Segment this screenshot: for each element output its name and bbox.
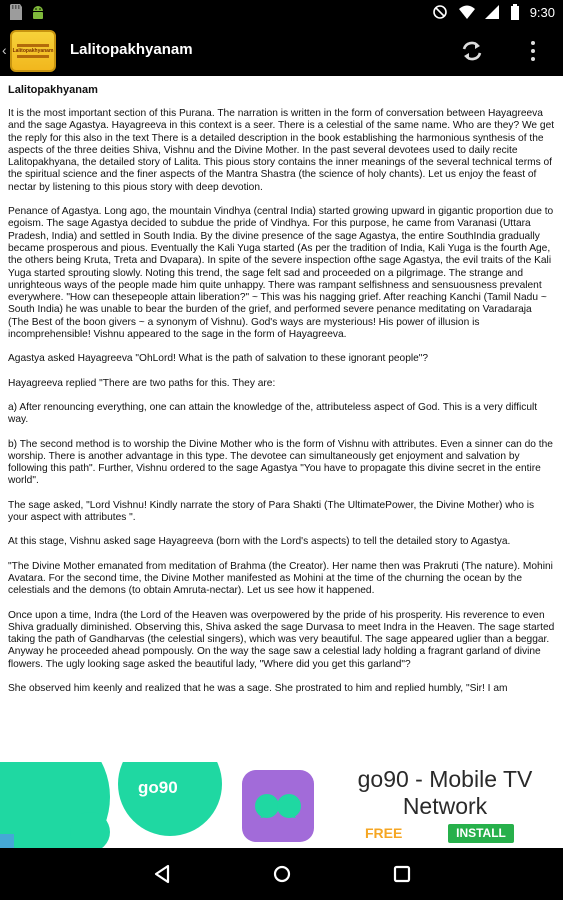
do-not-disturb-icon: [432, 4, 448, 20]
back-button[interactable]: [150, 862, 174, 886]
ad-bubble-shape: [70, 812, 110, 848]
article-paragraph: b) The second method is to worship the Divine Mother who is the form of Vishnu with attributes. Even a sinner can do the worship. There is another advantage in this type. The devotee can simultaneously get enjoyment and salvation by following this path". Further, Vishnu ordered to the sage Agastya "You have to propagate this divine secret in the entire world".: [8, 438, 553, 487]
up-caret-icon[interactable]: ‹: [2, 42, 7, 58]
article-paragraph: a) After renouncing everything, one can attain the knowledge of the, attributeless aspect of God. This is a very difficult way.: [8, 401, 538, 426]
refresh-icon: [459, 38, 485, 64]
install-button[interactable]: INSTALL: [448, 824, 514, 843]
app-logo[interactable]: [10, 30, 56, 72]
navigation-bar: [0, 848, 563, 900]
article-content[interactable]: [0, 76, 563, 762]
recents-button[interactable]: [390, 862, 414, 886]
article-paragraph: She observed him keenly and realized that he was a sage. She prostrated to him and replied humbly, "Sir! I am: [8, 682, 508, 694]
signal-icon: [484, 4, 500, 20]
article-paragraph: Agastya asked Hayagreeva "OhLord! What is the path of salvation to these ignorant people"?: [8, 353, 429, 365]
article-paragraph: It is the most important section of this Purana. The narration is written in the form of conversation between Hayagreeva and the sage Agastya. Hayagreeva in this context is a seer. There is a celestial of the same name. Who are they? We get the reply for this also in the text There is a detailed description in the book establishing the harmonious synthesis of the aspects of the three deities Shiva, Vishnu and the Divine Mother. In the past several devotees used to daily recite Lalitopakhyana, the detailed story of Lalita. This pious story contains the inner meanings of the several technical terms of the spiritual science and the finer aspects of the Mantra Shastra (the science of holy chants). Let us enjoy the feast of nectar by listening to this pious story with deep devotion.: [8, 108, 555, 193]
article-heading: Lalitopakhyanam: [8, 84, 98, 96]
android-icon: [30, 3, 46, 19]
go90-app-icon[interactable]: [242, 770, 314, 842]
ad-banner[interactable]: [0, 762, 563, 848]
home-icon: [270, 862, 294, 886]
overflow-menu-button[interactable]: [526, 38, 540, 64]
app-logo-text: Lalitopakhyanam: [12, 48, 54, 54]
back-icon: [150, 862, 174, 886]
article-paragraph: At this stage, Vishnu asked sage Hayagreeva (born with the Lord's aspects) to tell the detailed story to Agastya.: [8, 536, 511, 548]
article-paragraph: "The Divine Mother emanated from meditation of Brahma (the Creator). Her name then was Prakruti (The nature). Mohini Avatara. For the second time, the Divine Mother manifested as Mohini at the time of the churning the ocean by the celestials and the demons (to obtain Amruta-nectar). Let us see how it happened.: [8, 560, 553, 597]
ad-title: go90 - Mobile TV Network: [357, 766, 533, 819]
action-bar: [0, 26, 563, 76]
page-title: Lalitopakhyanam: [70, 41, 193, 58]
article-paragraph: Penance of Agastya. Long ago, the mountain Vindhya (central India) started growing upward in gigantic proportion due to egoism. The sage Agastya decided to subdue the pride of Vindhya. For this purpose, he came from Varanasi (Uttara Pradesh, India) and settled in South India. By the divine presence of the sage Agastya, the entire SouthIndia gradually became prosperous and pious. Eventually the Kali Yuga started (As per the tradition of India, Kali Yuga is the fourth Age, the others being Kruta, Treta and Dvapara). In spite of the severe inspection ofthe sage Agastya, the evil traits of the Kali Yuga started sprouting slowly. Noting this trend, the sage felt sad and proceeded on a pilgrimage. The strange and unrighteous ways of the people made him quite unhappy. There was rampant selfishness and sensuousness prevalent everywhere. "How can thesepeople attain liberation?" ~ This was his nagging grief. After reaching Kanchi (Tamil Nadu ~ South India) he was unable to bear the burden of the grief, and performed severe penance meditating on Varadaraja (The Best of the boon givers ~ a synonym of Vishnu). God's ways are mysterious! His power of illusion is incomprehensible! Vishnu appeared to the sage in the form of Hayagreeva.: [8, 206, 554, 341]
recents-icon: [390, 862, 414, 886]
ad-bubble-text: go90: [138, 778, 178, 797]
article-paragraph: Once upon a time, Indra (the Lord of the Heaven was overpowered by the pride of his prosperity. His reverence to even Shiva gradually diminished. Observing this, Shiva asked the sage Durvasa to meet Indra in the Heaven. The sage started taking the path of Gandharvas (the celestial singers), which was very beautiful. The sage appeared uglier than a beggar. Anyway he proceeded ahead pompously. On the way the sage saw a celestial lady holding a fragrant garland of divine flowers. The ugly looking sage asked the beautiful lady, "Where did you get this garland"?: [8, 609, 555, 670]
ad-choices-icon[interactable]: [0, 834, 14, 848]
status-bar: [0, 0, 563, 26]
sd-card-icon: [8, 3, 24, 19]
clock: 9:30: [529, 4, 555, 20]
article-paragraph: Hayagreeva replied "There are two paths for this. They are:: [8, 377, 276, 389]
wifi-icon: [458, 4, 474, 20]
refresh-button[interactable]: [459, 38, 485, 64]
home-button[interactable]: [270, 862, 294, 886]
battery-icon: [510, 4, 520, 20]
overflow-menu-icon: [531, 41, 535, 45]
ad-bubble-shape: [118, 762, 222, 836]
article-paragraph: The sage asked, "Lord Vishnu! Kindly narrate the story of Para Shakti (The UltimatePower, the Divine Mother) who is your aspect with attributes ".: [8, 499, 535, 524]
ad-price-label: FREE: [365, 825, 403, 841]
